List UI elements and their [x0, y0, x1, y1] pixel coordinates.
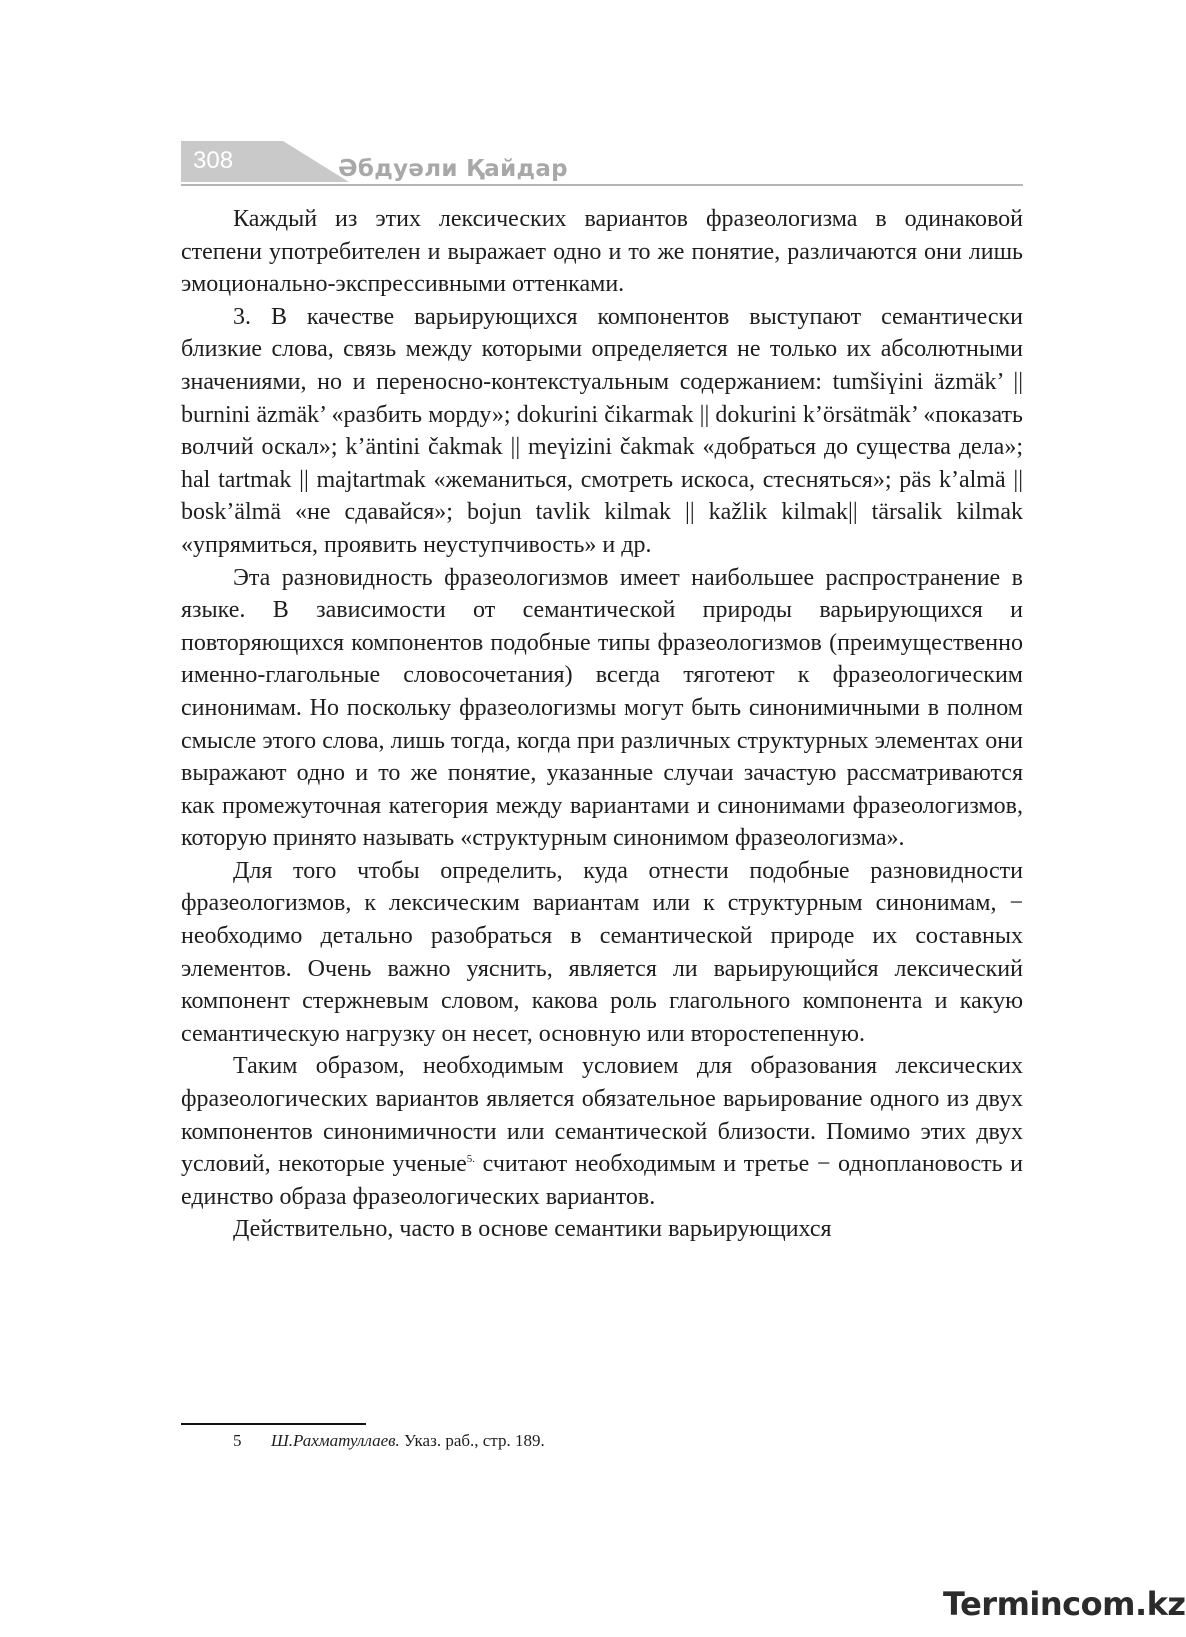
footnote	[233, 1431, 545, 1451]
header-tab-slope	[269, 141, 349, 182]
watermark-logo: Termincom.kz	[943, 1585, 1186, 1623]
footnote-rule	[181, 1423, 366, 1425]
page-number: 308	[193, 147, 234, 174]
paragraph-5-text-a: Таким образом, необходимым условием для образования лексических фразеологических вариантов является обязательное варьирование одного из двух компонентов синонимичности или семантической близости. Помимо этих двух условий, некоторые ученые	[181, 1053, 1023, 1178]
paragraph-4: Для того чтобы определить, куда отнести подобные разновидности фразеологизмов, к лексическим вариантам или к структурным синонимам, − необходимо детально разобраться в семантической природе их составных элементов. Очень важно уяснить, является ли варьирующийся лексический компонент стержневым словом, какова роль глагольного компонента и какую семантическую нагрузку он несет, основную или второстепенную.	[181, 857, 1023, 1047]
paragraph-2: 3. В качестве варьирующихся компонентов выступают семантически близкие слова, связь между которыми определяется не только их абсолютными значениями, но и переносно-контекстуальным содержанием: tumšiүini äzmäk’ || burnini äzmäk’ «разбить морду»; dokurini čikarmak || dokurini k’örsätmäk’ «показать волчий оскал»; k’äntini čakmak || meүizini čakmak «добраться до существа дела»; hal tartmak || majtartmak «жеманиться, смотреть искоса, стесняться»; päs k’almä || bosk’älmä «не сдавайся»; bojun tavlik kilmak || kažlik kilmak|| tärsalik kilmak «упрямиться, проявить неуступчивость» и др.	[181, 303, 1023, 558]
running-head-author: Әбдуәли Қайдар	[338, 156, 568, 182]
page-number-tab	[181, 141, 269, 182]
paragraph-1: Каждый из этих лексических вариантов фразеологизма в одинаковой степени употребителен и выражает одно и то же понятие, различаются они лишь эмоционально-экспрессивными оттенками.	[181, 206, 1023, 298]
header-rule	[181, 184, 1023, 186]
footnote-text: Указ. раб., стр. 189.	[399, 1431, 545, 1450]
paragraph-5	[181, 1050, 1023, 1213]
body-text	[181, 203, 1023, 1246]
footnote-reference[interactable]: 5.	[466, 1153, 476, 1166]
page-header	[181, 141, 1023, 189]
paragraph-3: Эта разновидность фразеологизмов имеет наибольшее распространение в языке. В зависимости от семантической природы варьирующихся и повторяющихся компонентов подобные типы фразеологизмов (преимущественно именно-глагольные словосочетания) всегда тяготеют к фразеологическим синонимам. Но поскольку фразеологизмы могут быть синонимичными в полном смысле этого слова, лишь тогда, когда при различных структурных элементах они выражают одно и то же понятие, указанные случаи зачастую рассматриваются как промежуточная категория между вариантами и синонимами фразеологизмов, которую принято называть «структурным синонимом фразеологизма».	[181, 564, 1023, 852]
footnote-author: Ш.Рахматуллаев.	[271, 1431, 400, 1450]
footnote-number: 5	[233, 1431, 242, 1450]
paragraph-6: Действительно, часто в основе семантики варьирующихся	[233, 1216, 832, 1243]
paragraph-5-text-b: считают необходимым и третье − одноплановость и единство образа фразеологических вариантов.	[181, 1151, 1023, 1210]
